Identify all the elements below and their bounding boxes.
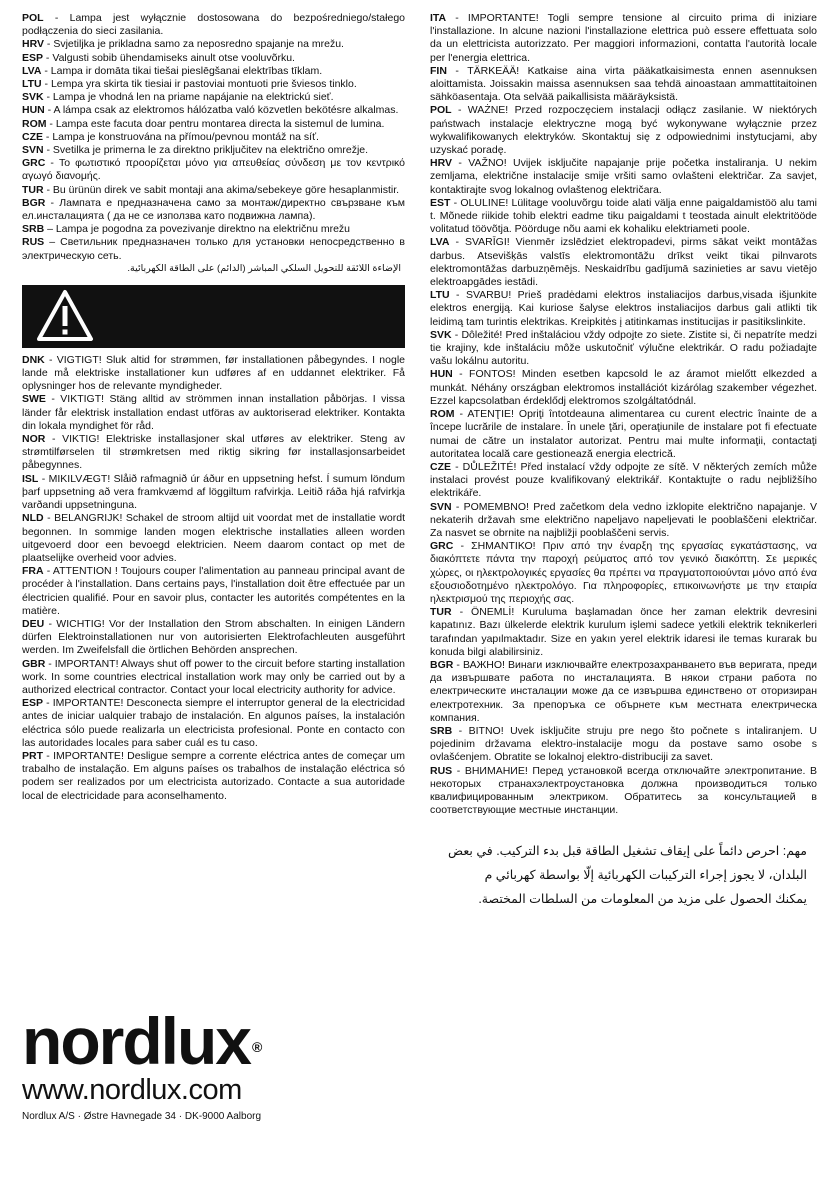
notice-text: - ATENŢIE! Opriţi întotdeauna alimentarea cu curent electric înainte de a începe lucrările de instalare. În unele ţări, operaţiunile de instalare pot fi efectuate numai de către un instalator autorizat. Pentru mai multe informaţii, contactaţi autoritatea locală care gestionează energia electrică. (430, 408, 817, 460)
notice-text: - Το φωτιστικό προορίζεται μόνο για απευθείας σύνδεση με τον κεντρικό αγωγό διανομής. (22, 157, 405, 183)
notice-text: - FONTOS! Minden esetben kapcsold le az áramot mielőtt elkezded a munkát. Néhány országban elektromos installációt kizárólag szakember végezhet. Ezzel kapcsolatban érdeklődj elektromos szolgáltatódnál. (430, 368, 817, 407)
notice-prt (22, 750, 405, 803)
language-code: FRA (22, 565, 44, 578)
language-code: ITA (430, 12, 447, 24)
notice-hun (22, 104, 405, 117)
notice-text: - Svjetiljka je prikladna samo za neposredno spajanje na mrežu. (43, 38, 344, 51)
notice-svk (430, 329, 817, 369)
notice-bgr (22, 197, 405, 223)
language-code: ESP (22, 697, 44, 710)
notice-lva (430, 236, 817, 289)
notice-esp (22, 52, 405, 65)
language-code: TUR (430, 606, 452, 619)
language-code: TUR (22, 183, 44, 196)
language-code: SRB (430, 724, 453, 737)
notice-text: - IMPORTANTE! Desconecta siempre el interruptor general de la electricidad antes de iniciar ualquier trabajo de instalación. En algunos países, la instalación eléctrica sólo puede realizarla un electricista profesional. Ponte en contacto con las autoridades locales para saber cuál es tu caso. (22, 697, 405, 749)
notice-text: – Светильник предназначен только для установки непосредственно в электрическую сеть. (22, 236, 405, 262)
notice-tur (430, 606, 817, 659)
notice-text: - POMEMBNO! Pred začetkom dela vedno izklopite električno napajanje. V nekaterih državah sme električno napeljavo napeljevati le pooblaščeni električar. Za nasvet se obrnite na najbližji pooblaščeni servis. (430, 500, 817, 539)
notice-ltu (22, 78, 405, 91)
notice-text: - Dôležité! Pred inštaláciou vždy odpojte zo siete. Zistite si, či nepatríte medzi tie krajiny, kde inštaláciu môže uskutočniť výlučne elektrikár. O radu požiadajte vašu lokálnu autoritu. (430, 328, 817, 368)
language-code: CZE (22, 130, 43, 143)
notice-gbr (22, 658, 405, 698)
notice-text: - VIGTIGT! Sluk altid for strømmen, før installationen påbegyndes. I nogle lande må elektriske installationer kun udføres af en uddannet elektriker. Få oplysninger hos de relevante myndigheder. (22, 353, 405, 393)
notice-rom (22, 118, 405, 131)
notice-text: - Lampa este facuta doar pentru montarea directa la sistemul de lumina. (46, 117, 385, 130)
language-code: SVK (430, 328, 452, 341)
language-code: BGR (430, 658, 454, 671)
language-code: GRC (430, 540, 454, 553)
notice-dnk (22, 354, 405, 394)
language-code: HUN (430, 368, 453, 381)
language-code: RUS (430, 764, 453, 777)
notice-text: - IMPORTANTE! Desligue sempre a corrente eléctrica antes de começar um trabalho de instalação. Em alguns países os trabalhos de instalação eléctrica só podem ser realizados por um electricista autorizado. Contacte a sua autoridade local de electricidade para aconselhamento. (22, 749, 405, 802)
notice-cze (22, 131, 405, 144)
notice-text: - ATTENTION ! Toujours couper l'alimentation au panneau principal avant de procéder à l'installation. Dans certains pays, l'installation doit être effectuée par un électricien qualifié. Pour en savoir plus, contacter les autorités compétentes en la matière. (22, 565, 405, 617)
language-code: DNK (22, 353, 45, 366)
notice-text: - WICHTIG! Vor der Installation den Strom abschalten. In einigen Ländern dürfen Elektroinstallationen nur von autorisierten Elektrofachleuten ausgeführt werden. Im Zweifelsfall die örtlichen Behörden ansprechen. (22, 617, 405, 657)
language-code: NLD (22, 512, 44, 525)
notice-cze (430, 461, 817, 501)
arabic-line: مهم: احرص دائماً على إيقاف تشغيل الطاقة قبل بدء التركيب. في بعض (448, 844, 807, 859)
language-code: BGR (22, 196, 46, 209)
language-code: PRT (22, 749, 43, 762)
language-code: LVA (22, 64, 42, 77)
notice-rus (430, 765, 817, 818)
arabic-connection-notice: الإضاءة اللائقة للتحويل السلكي المباشر (الدائم) على الطاقة الكهربائية. (127, 262, 401, 274)
language-code: FIN (430, 64, 447, 77)
notice-nor (22, 433, 405, 473)
language-code: SVN (22, 144, 44, 157)
notice-text: - BITNO! Uvek isključite struju pre nego što počnete s intaliranjem. U pojedinim državama elektro-instalacije mogu da postave samo osobe s ovlašćenjem. Obratite se lokalnoj elektro-distribuciji za savet. (430, 724, 817, 764)
notice-text: - Лампата е предназначена само за монтаж/директно свързване към ел.инсталацията ( да не се използва като подвижна лампа). (22, 196, 405, 223)
notice-text: - ΣΗΜΑΝΤΙΚΟ! Πριν από την έναρξη της εργασίας εγκατάστασης, να διακόπτετε πάντα την παροχή ρεύματος από τον γενικό διακόπτη. Σε μερικές χώρες, οι ηλεκτρολογικές εργασίες θα πρέπει να πραγματοποιούνται μόνο από ένα εξουσιοδοτημένο ηλεκτρολόγο. Για πληροφορίες, επικοινωνήστε με την εταιρία ηλεκτρισμού της περιοχής σας. (430, 540, 817, 605)
notice-hrv (22, 38, 405, 51)
notice-srb (430, 725, 817, 765)
left-column (22, 12, 405, 803)
language-code: HRV (430, 157, 452, 170)
language-code: CZE (430, 460, 451, 473)
notice-svn (430, 501, 817, 541)
language-code: GRC (22, 157, 46, 170)
arabic-line: البلدان، لا يجوز إجراء التركيبات الكهربائية إلّا بواسطة كهربائي م (484, 868, 807, 883)
safety-warnings-left (22, 354, 405, 803)
notice-ita (430, 12, 817, 65)
notice-bgr (430, 659, 817, 725)
safety-warnings-right (430, 12, 817, 817)
language-code: EST (430, 196, 451, 209)
notice-nld (22, 512, 405, 565)
notice-srb (22, 223, 405, 236)
notice-text: - IMPORTANTE! Togli sempre tensione al circuito prima di iniziare l'installazione. In alcune nazioni l'installazione elettrica può essere effettuata solo da un elettricista autorizzato. Per maggiori informazioni, contatta l'autorità locale per l'energia elettrica. (430, 12, 817, 64)
right-column (430, 12, 817, 911)
language-code: SRB (22, 223, 45, 236)
language-code: SVN (430, 500, 452, 513)
language-code: POL (430, 104, 452, 117)
language-code: DEU (22, 617, 45, 630)
notice-grc (22, 157, 405, 183)
logo-wordmark: nordlux ® (22, 1004, 261, 1078)
language-code: HRV (22, 38, 44, 51)
notice-hun (430, 368, 817, 408)
notice-svk (22, 91, 405, 104)
notice-text: - SVARĪGI! Vienmēr izslēdziet elektropadevi, pirms sākat veikt montāžas darbus. Atsevišķās valstīs elektromontāžu drīkst veikt tikai pilnvarots elektromontāžas darbuzņēmējs. Neskaidrību gadījumā sazinieties ar savu vietējo elektroapgādes iestādi. (430, 236, 817, 289)
registered-mark: ® (252, 1039, 261, 1055)
notice-text: - Lampa jest wyłącznie dostosowana do bezpośredniego/stałego podłączenia do sieci zasilania. (22, 12, 405, 38)
language-code: POL (22, 12, 44, 24)
notice-tur (22, 184, 405, 197)
notice-pol (430, 104, 817, 157)
notice-text: - SVARBU! Prieš pradėdami elektros instaliacijos darbus,visada išjunkite elektros energiją. Kai kuriose šalyse elektros instaliacijos darbus gali atlikti tik leidimą tam turintis elektrikas. Kreipkitės į atitinkamas institucijas ir pasitikslinkite. (430, 289, 817, 328)
arabic-safety-warning (430, 839, 817, 911)
notice-deu (22, 618, 405, 658)
notice-text: - BELANGRIJK! Schakel de stroom altijd uit voordat met de installatie wordt begonnen. In sommige landen mogen elektrische installaties alleen worden uitgevoerd door een bevoegd elektricien. Neem daarom contact op met de plaatselijke overheid voor advies. (22, 512, 405, 564)
notice-fin (430, 65, 817, 105)
language-code: LTU (430, 289, 450, 302)
language-code: HUN (22, 104, 45, 117)
notice-text: - Svetilka je primerna le za direktno priključitev na električno omrežje. (43, 144, 369, 157)
notice-text: - MIKILVÆGT! Slåið rafmagnið úr áður en uppsetning hefst. Í sumum löndum þarf uppsetning að vera framkvæmd af löggiltum rafvirkja. Leitið ráða hjá rafvirkja varðandi uppsetninguna. (22, 472, 405, 512)
language-code: ROM (430, 408, 455, 421)
notice-grc (430, 540, 817, 606)
notice-svn (22, 144, 405, 157)
language-code: ISL (22, 472, 39, 485)
nordlux-logo (22, 1004, 282, 1124)
notice-est (430, 197, 817, 237)
notice-text: - VIKTIG! Elektriske installasjoner skal utføres av elektriker. Steng av strømtilførselen til strømkretsen med riktig sikring før installasjonsarbeidet påbegynnes. (22, 433, 405, 472)
notice-rom (430, 408, 817, 461)
notice-text: - OLULINE! Lülitage vooluvõrgu toide alati välja enne paigaldamistöö alu tami t. Mõnede riikide tohib elektri eadme tiku paigaldami t teostada ainult elektritööde volitatud töövõtja. Pöörduge nõu aami ek kohaliku elektriameti poole. (430, 196, 817, 236)
language-code: SVK (22, 91, 44, 104)
language-code: SWE (22, 393, 46, 406)
notice-text: - TÄRKEÄÄ! Katkaise aina virta pääkatkaisimesta ennen asennuksen aloittamista. Joissakin maissa asennuksen saa tehdä ainoastaan ammattitaitoinen sähköasentaja. Ota selvää paikallisista määräyksistä. (430, 64, 817, 104)
notice-hrv (430, 157, 817, 197)
arabic-line: يمكنك الحصول على مزيد من المعلومات من السلطات المختصة. (478, 892, 807, 907)
notice-text: - DŮLEŽITÉ! Před instalací vždy odpojte ze sítě. V některých zemích může instalaci provést pouze kvalifikovaný elektrikář. Kontaktujte o radu nejbližšího elektrikáře. (430, 460, 817, 500)
notice-text: - IMPORTANT! Always shut off power to the circuit before starting installation work. In some countries electrical installation work may only be carried out by a authorized electrical contractor. Contact your local electricity authority for advice. (22, 657, 405, 696)
notice-esp (22, 697, 405, 750)
notice-text: - Lampa ir domāta tikai tiešai pieslēgšanai elektrības tīklam. (41, 64, 323, 77)
notice-text: - Lempa yra skirta tik tiesiai ir pastoviai montuoti prie šviesos tinklo. (41, 78, 357, 91)
notice-text: - Valgusti sobib ühendamiseks ainult otse vooluvõrku. (43, 51, 295, 64)
language-code: ROM (22, 117, 47, 130)
notice-text: - ВАЖНО! Винаги изключвайте електрозахранването във веригата, преди да извършвате работа по инсталацията. В някои страни работа по електрическите инсталации може да се извършва единствено от оторизиран електротехник. За препоръка се обърнете към местната електрическа компания. (430, 658, 817, 724)
notice-rus (22, 236, 405, 262)
notice-text: - ВНИМАНИЕ! Перед установкой всегда отключайте электропитание. В некоторых странахэлектроустановка должна производиться только квалифицированным электриком. Обратитесь за консультацией в соответствующие местные инстанции. (430, 764, 817, 817)
notice-text: - A lámpa csak az elektromos hálózatba való közvetlen bekötésre alkalmas. (44, 104, 399, 117)
notice-swe (22, 393, 405, 433)
notice-ltu (430, 289, 817, 329)
notice-text: – Lampa je pogodna za povezivanje direktno na električnu mrežu (44, 223, 351, 236)
language-code: RUS (22, 236, 45, 249)
notice-isl (22, 473, 405, 513)
company-address: Nordlux A/S · Østre Havnegade 34 · DK-9000 Aalborg (22, 1111, 262, 1122)
notice-text: - VAŽNO! Uvijek isključite napajanje prije početka instaliranja. U nekim zemljama, električne instalacije smije vršiti samo ovlašteni električar. Za savjet, kontaktirajte svog lokalnog ovlaštenog električara. (430, 157, 817, 196)
website-url: www.nordlux.com (22, 1074, 242, 1106)
notice-text: - VIKTIGT! Stäng alltid av strömmen innan installation påbörjas. I vissa länder får elektrisk installation endast utföras av auktoriserad elektriker. Kontakta din lokala myndighet för råd. (22, 393, 405, 432)
language-code: LTU (22, 78, 42, 91)
notice-lva (22, 65, 405, 78)
notice-fra (22, 565, 405, 618)
notice-text: - Bu ürünün direk ve sabit montaji ana akima/sebekeye göre hesaplanmistir. (43, 183, 400, 196)
direct-connection-notices (22, 12, 405, 263)
warning-banner (22, 285, 405, 348)
notice-pol (22, 12, 405, 38)
notice-text: - WAŻNE! Przed rozpoczęciem instalacji odłącz zasilanie. W niektórych państwach instalacje elektryczne mogą być wykonywane wyłącznie przez wykwalifikowanych elektryków. Skontaktuj się z odpowiednimi instytucjami, aby uzyskać poradę. (430, 104, 817, 157)
language-code: ESP (22, 51, 44, 64)
language-code: NOR (22, 433, 46, 446)
notice-text: - ÖNEMLİ! Kuruluma başlamadan önce her zaman elektrik devresini kapatınız. Bazı ülkelerde elektrik kurulum işlemi sadece yetkili elektrik teknikerleri tarafından yapılmaktadır. Size en yakın yerel elektrik idaresi ile temas kurarak bu konuda bilgi alabilirsiniz. (430, 606, 817, 658)
notice-text: - Lampa je vhodná len na priame napájanie na elektrickú sieť. (43, 91, 334, 104)
warning-triangle-icon (36, 289, 94, 343)
notice-text: - Lampa je konstruována na přímou/pevnou montáž na síť. (43, 130, 319, 143)
language-code: LVA (430, 236, 450, 249)
language-code: GBR (22, 657, 46, 670)
